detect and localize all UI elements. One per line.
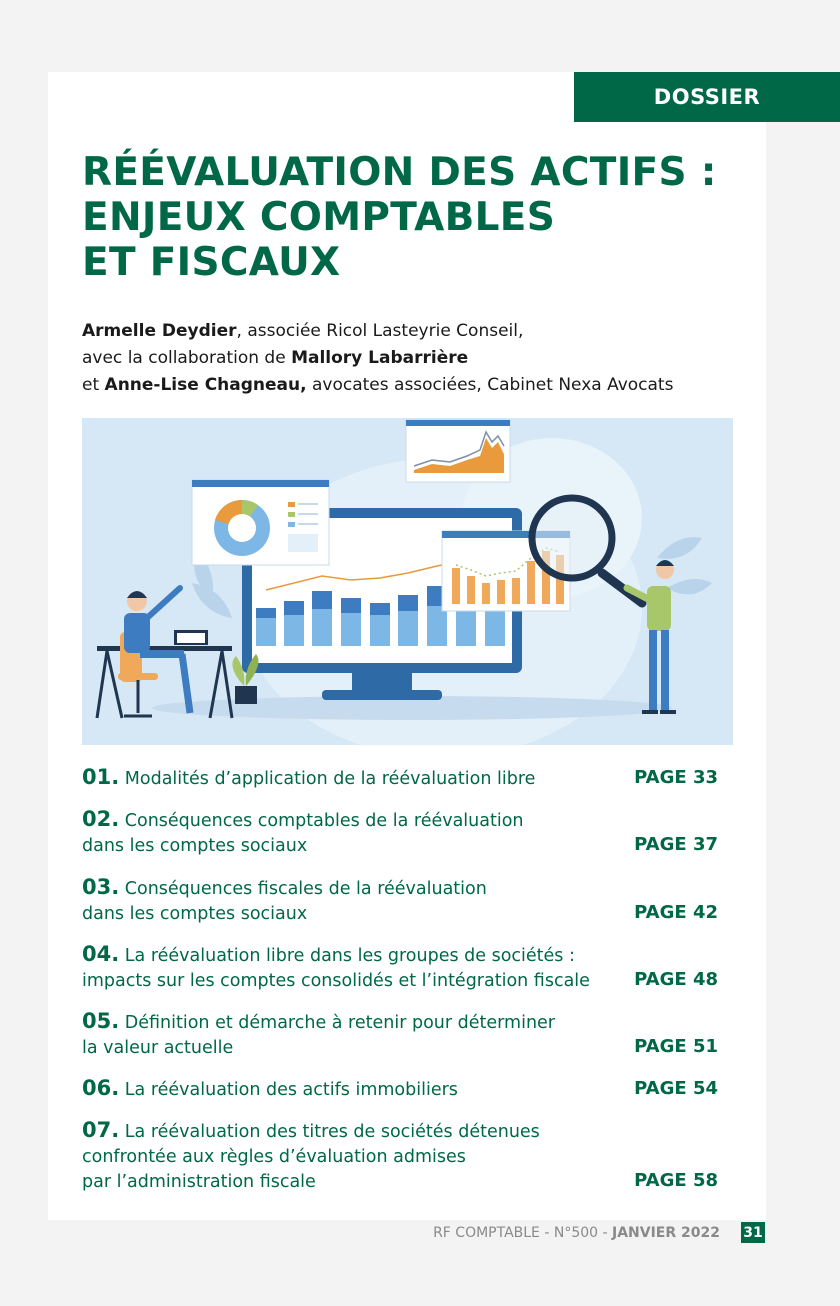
authors-line-1 [82,318,762,345]
toc-page-ref[interactable]: PAGE 33 [634,767,718,788]
page-number: 31 [741,1222,765,1243]
toc-label: impacts sur les comptes consolidés et l’intégration fiscale [82,971,590,991]
toc-label: dans les comptes sociaux [82,904,308,924]
toc-item-text [82,1076,630,1103]
author-role: avocates associées, Cabinet Nexa Avocats [306,375,674,395]
toc-item-text [82,1009,630,1061]
toc-number: 01. [82,765,120,789]
author-name: Mallory Labarrière [291,348,469,368]
toc-number: 06. [82,1076,120,1100]
authors-line-3 [82,372,762,399]
toc-page-ref[interactable]: PAGE 37 [634,834,718,855]
toc-label: La réévaluation des titres de sociétés détenues [124,1122,540,1142]
toc-number: 02. [82,807,120,831]
author-name: Armelle Deydier [82,321,237,341]
authors-line-2 [82,345,762,372]
publication-date: JANVIER 2022 [612,1225,720,1241]
toc-line [82,942,630,969]
toc-item-text [82,807,630,859]
analytics-illustration [82,418,733,745]
toc-page-ref[interactable]: PAGE 58 [634,1170,718,1191]
author-name: Anne-Lise Chagneau, [104,375,307,395]
page-title [82,150,762,285]
toc-line [82,807,630,834]
toc-item-text [82,765,630,792]
toc-label: La réévaluation des actifs immobiliers [124,1080,458,1100]
toc-page-ref[interactable]: PAGE 48 [634,969,718,990]
title-line-2: ENJEUX COMPTABLES [82,195,556,240]
toc-label: confrontée aux règles d’évaluation admises [82,1147,466,1167]
toc-line [82,875,630,902]
toc-label: dans les comptes sociaux [82,836,308,856]
toc-page-ref[interactable]: PAGE 54 [634,1078,718,1099]
toc-item-text [82,875,630,927]
toc-label: la valeur actuelle [82,1038,234,1058]
author-role: , associée Ricol Lasteyrie Conseil, [236,321,524,341]
title-line-3: ET FISCAUX [82,240,341,285]
toc-label: Modalités d’application de la réévaluation libre [124,769,536,789]
toc-label: par l’administration fiscale [82,1172,316,1192]
toc-label: La réévaluation libre dans les groupes de sociétés : [124,946,575,966]
toc-line [82,1118,630,1145]
title-line-1: RÉÉVALUATION DES ACTIFS : [82,150,717,195]
toc-label: Conséquences comptables de la réévaluation [124,811,524,831]
publication-name: RF COMPTABLE - N°500 - [433,1225,612,1241]
and-prefix: et [82,375,105,395]
toc-number: 04. [82,942,120,966]
toc-item-text [82,1118,630,1195]
authors-block [82,318,762,399]
toc-item-text [82,942,630,994]
toc-number: 07. [82,1118,120,1142]
section-tag: DOSSIER [574,72,840,122]
toc-line [82,765,630,792]
toc-line [82,1076,630,1103]
toc-line [82,1009,630,1036]
toc-page-ref[interactable]: PAGE 51 [634,1036,718,1057]
toc-page-ref[interactable]: PAGE 42 [634,902,718,923]
toc-number: 03. [82,875,120,899]
toc-label: Définition et démarche à retenir pour déterminer [124,1013,555,1033]
collab-prefix: avec la collaboration de [82,348,292,368]
toc-label: Conséquences fiscales de la réévaluation [124,879,487,899]
toc-number: 05. [82,1009,120,1033]
footer-publication [433,1222,720,1244]
